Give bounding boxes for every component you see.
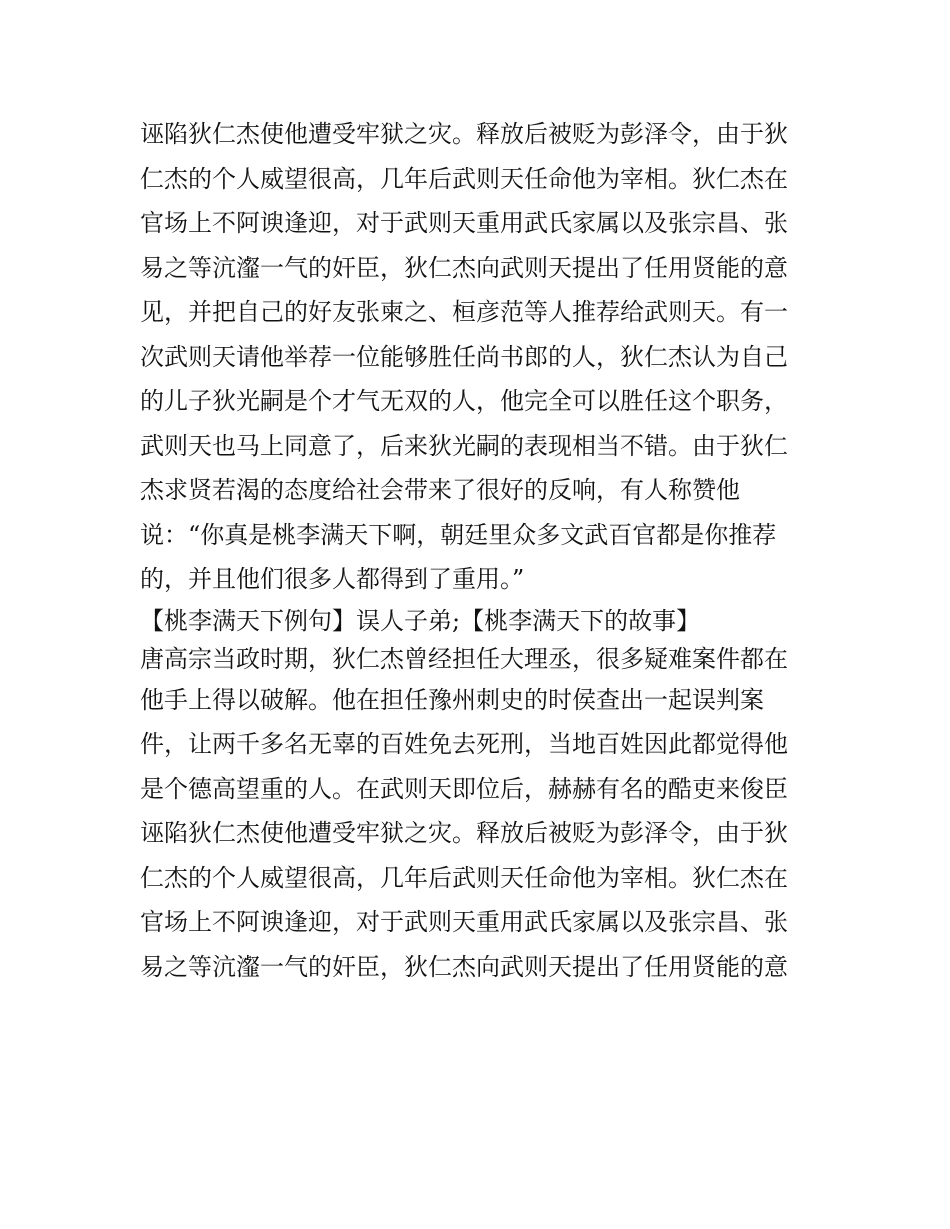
text-line: 仁杰的个人威望很高，几年后武则天任命他为宰相。狄仁杰在: [140, 164, 788, 193]
section-heading-line: 【桃李满天下例句】误人子弟;【桃李满天下的故事】: [140, 606, 701, 635]
text-line: 件，让两千多名无辜的百姓免去死刑，当地百姓因此都觉得他: [140, 730, 788, 758]
text-line: 官场上不阿谀逢迎，对于武则天重用武氏家属以及张宗昌、张: [140, 908, 788, 936]
text-line: 的儿子狄光嗣是个才气无双的人，他完全可以胜任这个职务，: [140, 387, 788, 415]
text-line: 他手上得以破解。他在担任豫州刺史的时侯查出一起误判案: [140, 685, 764, 714]
text-line: 杰求贤若渴的态度给社会带来了很好的反响，有人称赞他: [140, 476, 740, 504]
text-line: 见，并把自己的好友张柬之、桓彦范等人推荐给武则天。有一: [140, 298, 788, 326]
text-line: 是个德高望重的人。在武则天即位后，赫赫有名的酷吏来俊臣: [140, 774, 788, 803]
text-line: 唐高宗当政时期，狄仁杰曾经担任大理丞，很多疑难案件都在: [140, 644, 788, 673]
text-line: 官场上不阿谀逢迎，对于武则天重用武氏家属以及张宗昌、张: [140, 209, 788, 237]
text-line: 仁杰的个人威望很高，几年后武则天任命他为宰相。狄仁杰在: [140, 863, 788, 892]
text-line: 次武则天请他举荐一位能够胜任尚书郎的人，狄仁杰认为自己: [140, 342, 788, 371]
document-page: [140, 112, 820, 989]
text-line: 诬陷狄仁杰使他遭受牢狱之灾。释放后被贬为彭泽令，由于狄: [140, 120, 788, 148]
text-line: 武则天也马上同意了，后来狄光嗣的表现相当不错。由于狄仁: [140, 431, 788, 460]
text-line: 易之等沆瀣一气的奸臣，狄仁杰向武则天提出了任用贤能的意: [140, 253, 788, 282]
text-line: 的，并且他们很多人都得到了重用。”: [140, 565, 525, 593]
text-line: 说：“你真是桃李满天下啊，朝廷里众多文武百官都是你推荐: [140, 520, 777, 549]
text-line: 诬陷狄仁杰使他遭受牢狱之灾。释放后被贬为彭泽令，由于狄: [140, 819, 788, 847]
text-line: 易之等沆瀣一气的奸臣，狄仁杰向武则天提出了任用贤能的意: [140, 952, 788, 981]
